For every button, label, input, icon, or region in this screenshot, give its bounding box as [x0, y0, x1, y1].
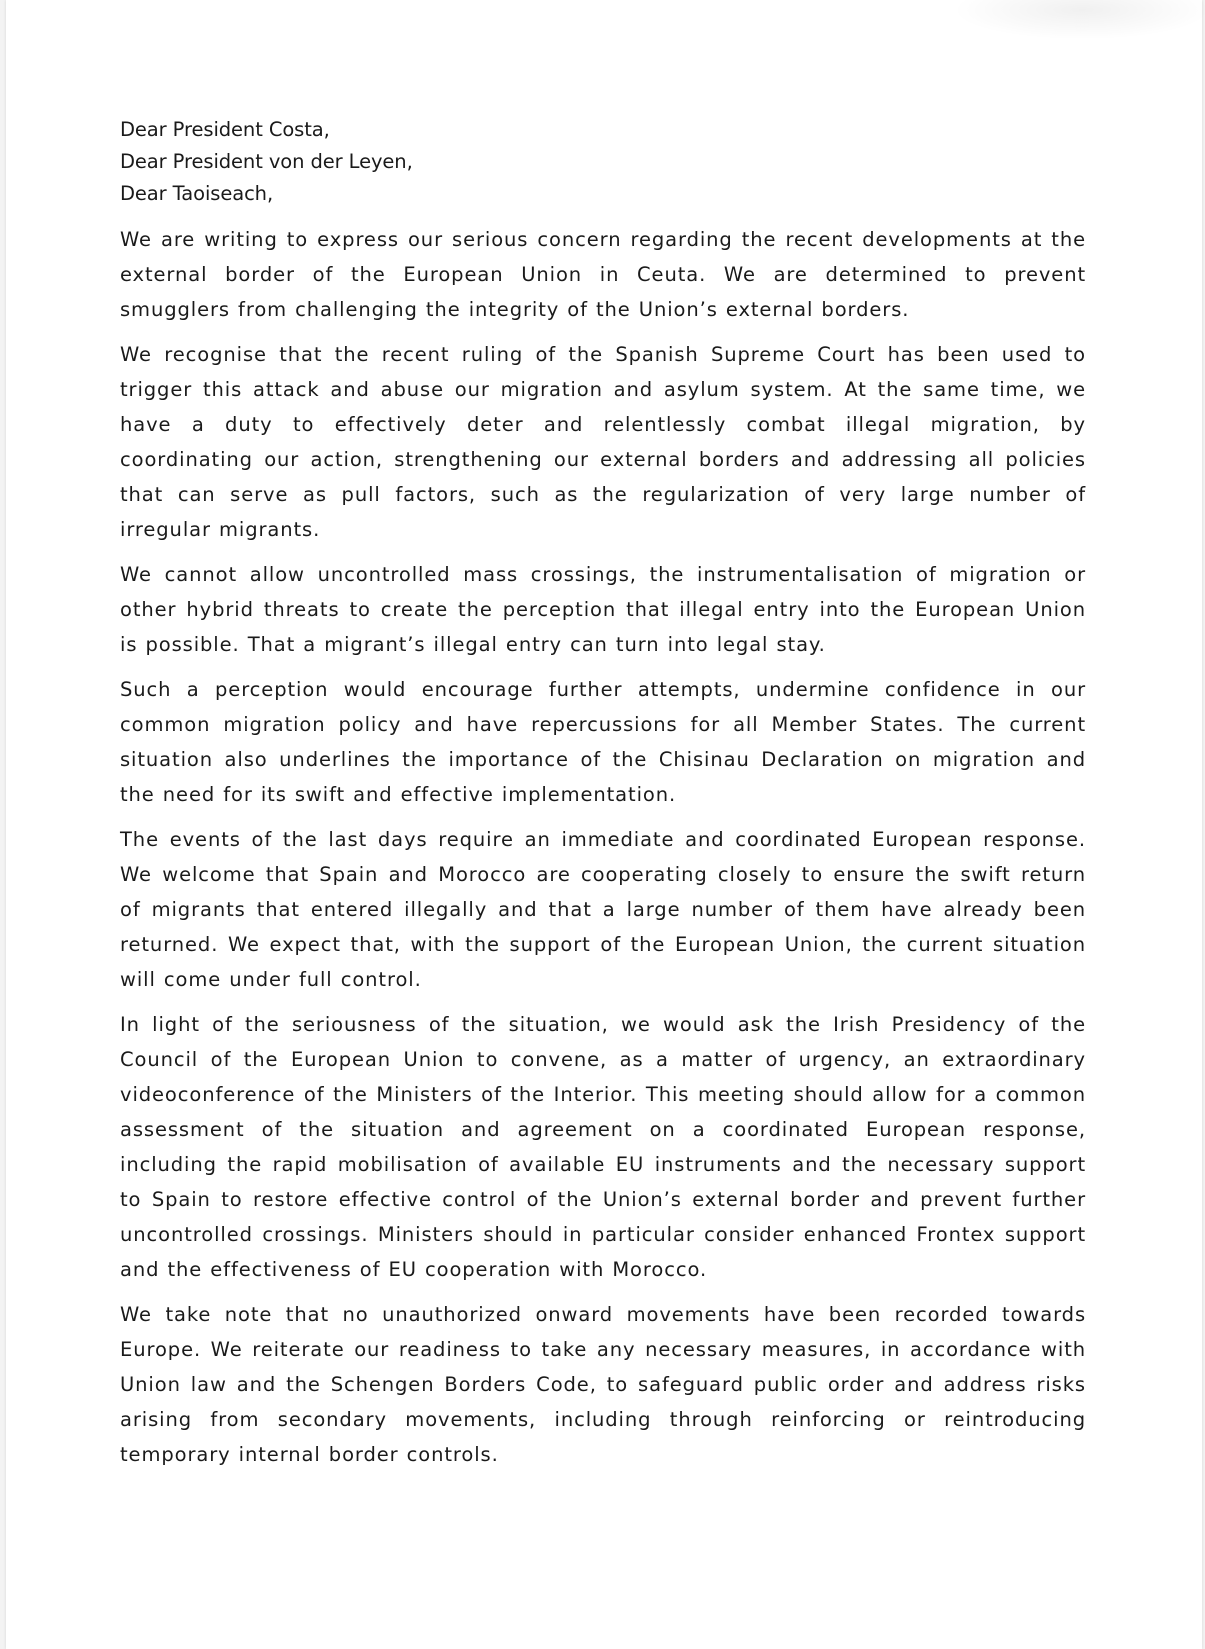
- letter-page: [6, 0, 1202, 1649]
- paragraph: Such a perception would encourage further attempts, undermine confidence in our common migration policy and have repercussions for all Member States. The current situation also underlines the importance of the Chisinau Declaration on migration and the need for its swift and effective implementation.: [120, 678, 1086, 806]
- letter-body: [120, 114, 1086, 1482]
- salutation-line: Dear Taoiseach,: [120, 182, 274, 205]
- paragraph: We cannot allow uncontrolled mass crossings, the instrumentalisation of migration or other hybrid threats to create the perception that illegal entry into the European Union is possible. That a migrant’s illegal entry can turn into legal stay.: [120, 563, 1086, 656]
- salutation-line: Dear President von der Leyen,: [120, 150, 413, 173]
- paragraph: We take note that no unauthorized onward movements have been recorded towards Europe. We reiterate our readiness to take any necessary measures, in accordance with Union law and the Schengen Borders Code, to safeguard public order and address risks arising from secondary movements, including through reinforcing or reintroducing temporary internal border controls.: [120, 1303, 1086, 1466]
- paragraph: We are writing to express our serious concern regarding the recent developments at the external border of the European Union in Ceuta. We are determined to prevent smugglers from challenging the integrity of the Union’s external borders.: [120, 228, 1086, 321]
- paragraph: We recognise that the recent ruling of the Spanish Supreme Court has been used to trigger this attack and abuse our migration and asylum system. At the same time, we have a duty to effectively deter and relentlessly combat illegal migration, by coordinating our action, strengthening our external borders and addressing all policies that can serve as pull factors, such as the regularization of very large number of irregular migrants.: [120, 343, 1086, 541]
- salutation-block: [120, 114, 1086, 210]
- paragraph: The events of the last days require an immediate and coordinated European response. We welcome that Spain and Morocco are cooperating closely to ensure the swift return of migrants that entered illegally and that a large number of them have already been returned. We expect that, with the support of the European Union, the current situation will come under full control.: [120, 828, 1086, 991]
- corner-shadow: [952, 0, 1205, 40]
- paragraph: In light of the seriousness of the situation, we would ask the Irish Presidency of the Council of the European Union to convene, as a matter of urgency, an extraordinary videoconference of the Ministers of the Interior. This meeting should allow for a common assessment of the situation and agreement on a coordinated European response, including the rapid mobilisation of available EU instruments and the necessary support to Spain to restore effective control of the Union’s external border and prevent further uncontrolled crossings. Ministers should in particular consider enhanced Frontex support and the effectiveness of EU cooperation with Morocco.: [120, 1013, 1086, 1281]
- salutation-line: Dear President Costa,: [120, 118, 330, 141]
